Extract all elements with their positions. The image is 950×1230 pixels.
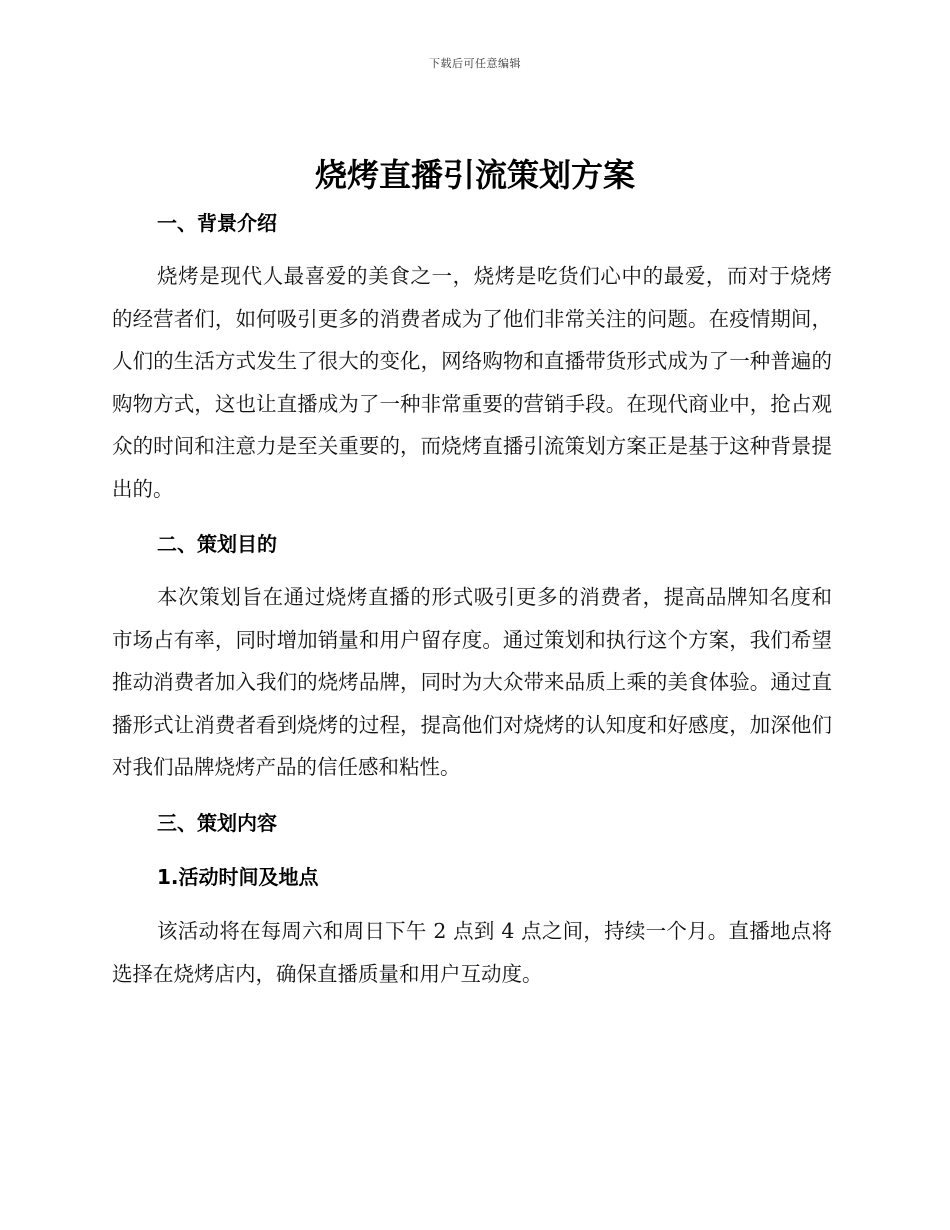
section-body-background: 烧烤是现代人最喜爱的美食之一，烧烤是吃货们心中的最爱，而对于烧烤的经营者们，如何吸引更多的消费者成为了他们非常关注的问题。在疫情期间，人们的生活方式发生了很大的变化，网络购物和直播带货形式成为了一种普遍的购物方式，这也让直播成为了一种非常重要的营销手段。在现代商业中，抢占观众的时间和注意力是至关重要的，而烧烤直播引流策划方案正是基于这种背景提出的。 (112, 264, 832, 501)
header-note: 下载后可任意编辑 (429, 57, 521, 70)
subsection-body-time-place: 该活动将在每周六和周日下午 2 点到 4 点之间，持续一个月。直播地点将选择在烧烤店内，确保直播质量和用户互动度。 (112, 919, 832, 986)
section-heading-content: 三、策划内容 (157, 811, 277, 835)
section-heading-purpose: 二、策划目的 (157, 532, 277, 556)
document-title: 烧烤直播引流策划方案 (314, 156, 635, 194)
section-heading-background: 一、背景介绍 (157, 211, 277, 235)
section-body-purpose: 本次策划旨在通过烧烤直播的形式吸引更多的消费者，提高品牌知名度和市场占有率，同时增加销量和用户留存度。通过策划和执行这个方案，我们希望推动消费者加入我们的烧烤品牌，同时为大众带来品质上乘的美食体验。通过直播形式让消费者看到烧烤的过程，提高他们对烧烤的认知度和好感度，加深他们对我们品牌烧烤产品的信任感和粘性。 (112, 585, 832, 779)
subsection-heading-time-place: 1.活动时间及地点 (157, 865, 319, 889)
